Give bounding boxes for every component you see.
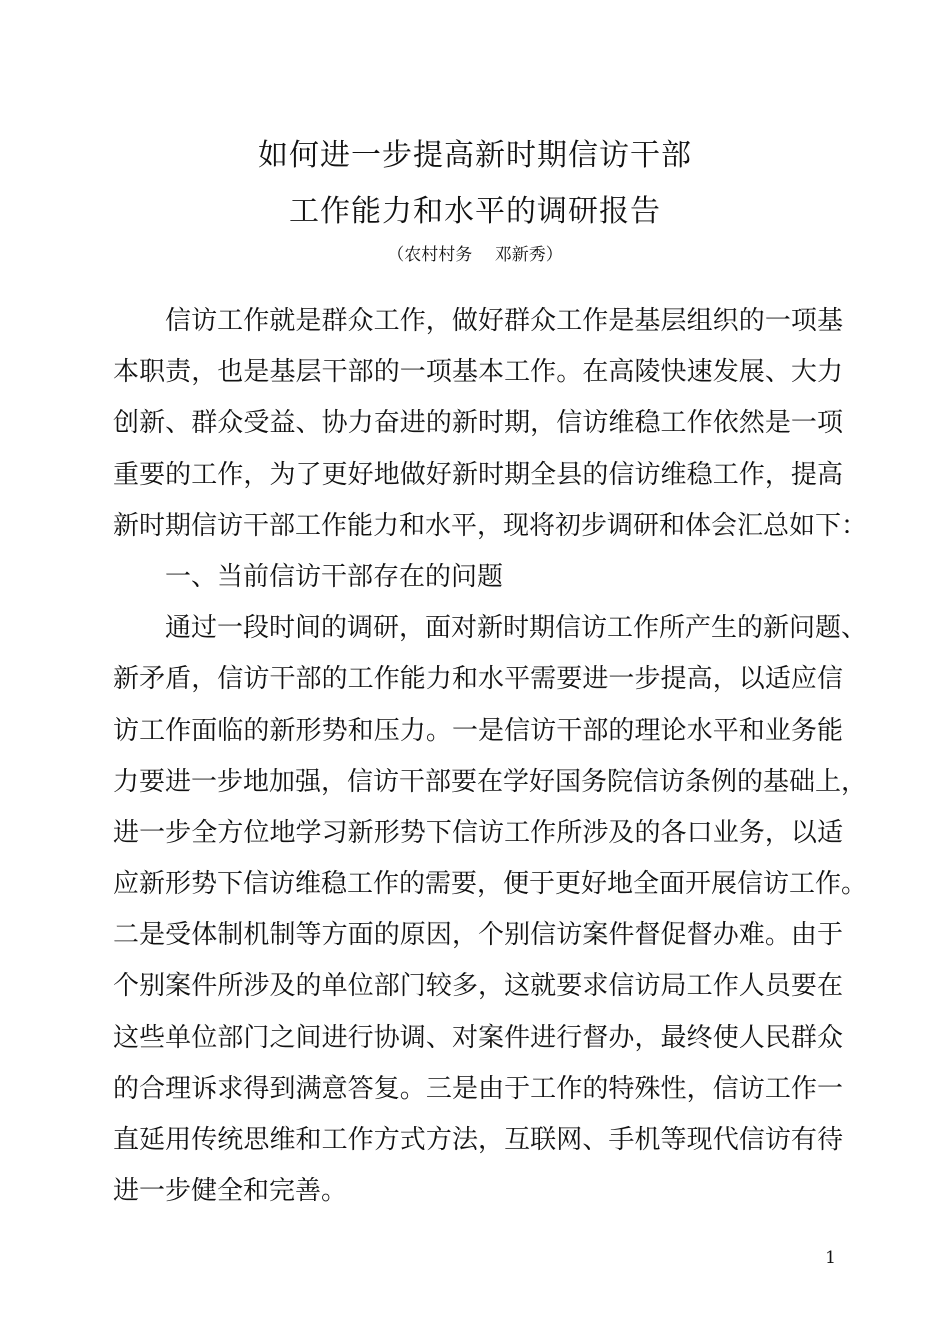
body-line: 重要的工作，为了更好地做好新时期全县的信访维稳工作，提高 — [113, 459, 843, 490]
body-line: 进一步健全和完善。 — [113, 1176, 348, 1207]
body-line: 访工作面临的新形势和压力。一是信访干部的理论水平和业务能 — [113, 715, 843, 746]
body-line: 个别案件所涉及的单位部门较多，这就要求信访局工作人员要在 — [113, 971, 843, 1002]
body-line: 二是受体制机制等方面的原因，个别信访案件督促督办难。由于 — [113, 920, 843, 951]
document-title-line-2: 工作能力和水平的调研报告 — [289, 194, 661, 229]
body-line: 这些单位部门之间进行协调、对案件进行督办，最终使人民群众 — [113, 1022, 843, 1053]
body-line: 新矛盾，信访干部的工作能力和水平需要进一步提高，以适应信 — [113, 664, 843, 695]
body-line: 创新、群众受益、协力奋进的新时期，信访维稳工作依然是一项 — [113, 408, 843, 439]
body-line: 本职责，也是基层干部的一项基本工作。在高陵快速发展、大力 — [113, 357, 843, 388]
body-line: 新时期信访干部工作能力和水平，现将初步调研和体会汇总如下： — [113, 510, 868, 541]
body-line: 直延用传统思维和工作方式方法，互联网、手机等现代信访有待 — [113, 1125, 843, 1155]
body-line: 信访工作就是群众工作，做好群众工作是基层组织的一项基 — [165, 306, 843, 336]
body-text — [113, 296, 868, 1217]
body-line: 力要进一步地加强，信访干部要在学好国务院信访条例的基础上， — [113, 766, 868, 797]
author-line: （农村村务 邓新秀） — [387, 245, 563, 265]
document-title-line-1: 如何进一步提高新时期信访干部 — [258, 138, 692, 173]
body-line: 进一步全方位地学习新形势下信访工作所涉及的各口业务，以适 — [113, 817, 843, 848]
page-number: 1 — [825, 1248, 836, 1268]
body-line: 应新形势下信访维稳工作的需要，便于更好地全面开展信访工作。 — [113, 869, 868, 900]
body-line: 通过一段时间的调研，面对新时期信访工作所产生的新问题、 — [165, 613, 868, 644]
section-heading: 一、当前信访干部存在的问题 — [165, 561, 504, 592]
body-line: 的合理诉求得到满意答复。三是由于工作的特殊性，信访工作一 — [113, 1073, 843, 1104]
